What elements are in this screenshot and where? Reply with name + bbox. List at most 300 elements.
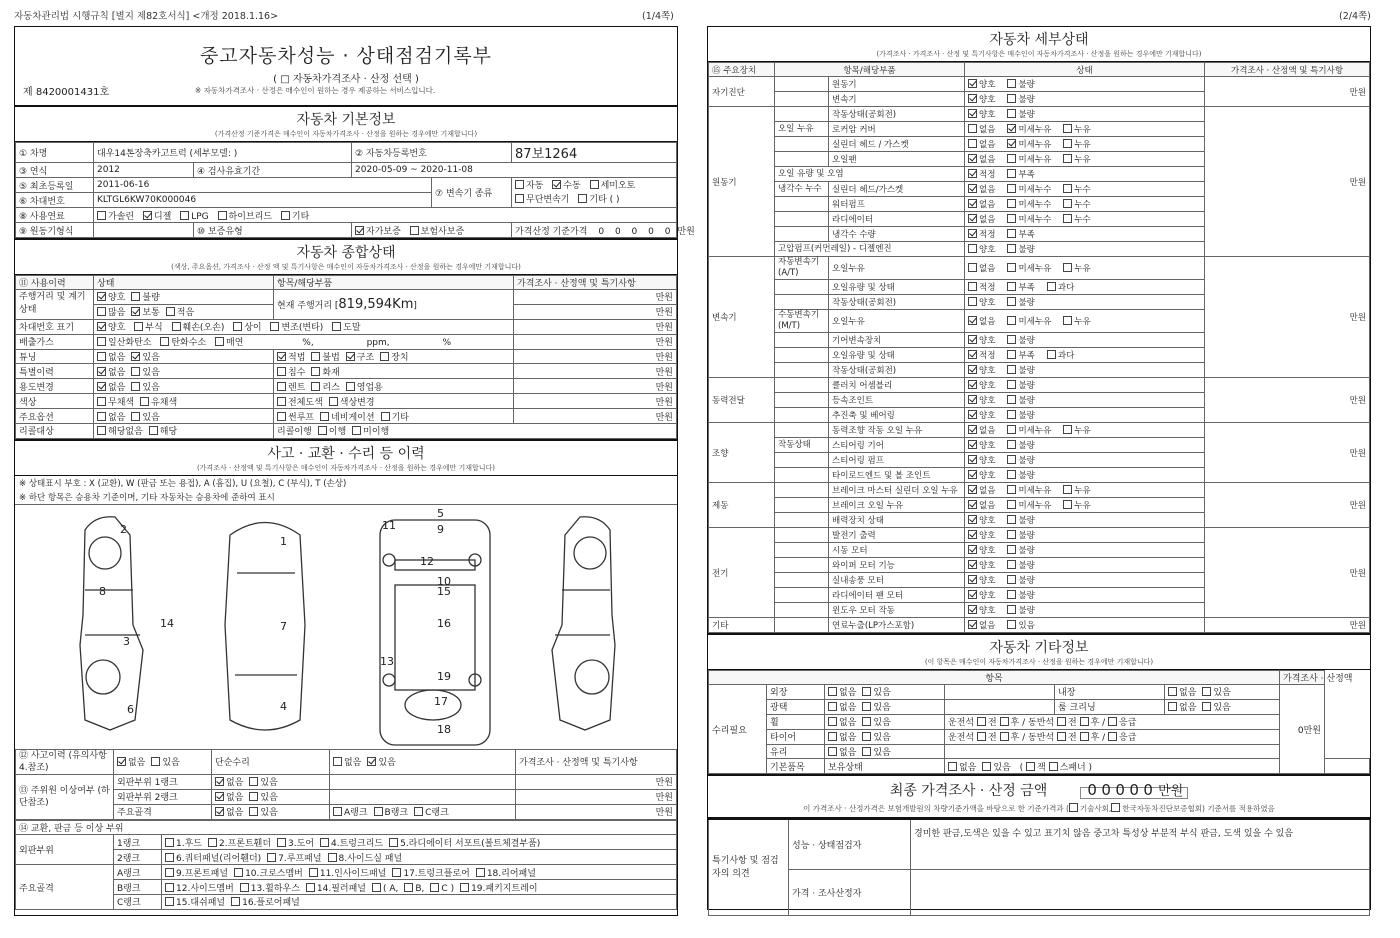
state-checkbox[interactable]	[968, 380, 977, 389]
state-checkbox[interactable]	[968, 560, 977, 569]
emission-smoke-checkbox[interactable]	[215, 337, 224, 346]
state-checkbox[interactable]	[1007, 124, 1016, 133]
detail-subgroup	[775, 348, 829, 363]
detail-subgroup	[775, 603, 829, 618]
state-checkbox[interactable]	[968, 169, 977, 178]
diagram-number: 5	[437, 506, 444, 520]
fuel-other-checkbox[interactable]	[281, 211, 290, 220]
fuel-diesel-checkbox[interactable]	[143, 211, 152, 220]
state-checkbox[interactable]	[1007, 263, 1016, 272]
detail-part: 윈도우 모터 작동	[829, 603, 965, 618]
glass-opts	[825, 744, 945, 759]
part-checkbox[interactable]	[231, 897, 240, 906]
gloss-yes-checkbox[interactable]	[862, 702, 871, 711]
state-label: 양호	[979, 396, 996, 406]
usage-business-checkbox[interactable]	[346, 382, 355, 391]
special-label: 특별이력	[16, 364, 94, 379]
gloss-none-checkbox[interactable]	[828, 702, 837, 711]
state-checkbox[interactable]	[1007, 590, 1016, 599]
state-checkbox[interactable]	[1007, 560, 1016, 569]
other-col-item: 항목	[709, 671, 1280, 685]
opt-label: 있음	[873, 703, 891, 714]
part-checkbox[interactable]	[430, 883, 439, 892]
state-checkbox[interactable]	[968, 530, 977, 539]
main-none-checkbox[interactable]	[215, 807, 224, 816]
detail-part: 기어변속장치	[829, 333, 965, 348]
state-label: 없음	[979, 155, 996, 165]
association-checkbox[interactable]	[1111, 803, 1120, 812]
state-checkbox[interactable]	[968, 605, 977, 614]
tuning-legal-checkbox[interactable]	[277, 352, 286, 361]
state-checkbox[interactable]	[968, 455, 977, 464]
color-full-checkbox[interactable]	[277, 397, 286, 406]
state-option	[1007, 439, 1034, 451]
usage-none-checkbox[interactable]	[97, 382, 106, 391]
state-option	[1007, 228, 1034, 240]
state-checkbox[interactable]	[968, 500, 977, 509]
part-checkbox[interactable]	[460, 883, 469, 892]
detail-part: 스티어링 기어	[829, 438, 965, 453]
state-checkbox[interactable]	[1007, 620, 1016, 629]
option-opts	[94, 409, 274, 424]
state-label: 적정	[979, 170, 996, 180]
wheel-none-checkbox[interactable]	[828, 717, 837, 726]
driver-rear-checkbox[interactable]	[1000, 732, 1009, 741]
rank2-items	[162, 850, 677, 865]
state-checkbox[interactable]	[968, 440, 977, 449]
detail-price: 만원	[1205, 107, 1370, 257]
page-number-2: (2/4쪽)	[1339, 11, 1371, 22]
glass-yes-checkbox[interactable]	[862, 747, 871, 756]
state-option	[968, 198, 995, 210]
state-option	[1007, 334, 1034, 346]
state-label: 누수	[1074, 200, 1091, 210]
state-checkbox[interactable]	[968, 184, 977, 193]
state-checkbox[interactable]	[1063, 139, 1072, 148]
driver-front-checkbox[interactable]	[977, 732, 986, 741]
emerg-checkbox[interactable]	[1108, 732, 1117, 741]
opt-label: 유채색	[151, 397, 178, 408]
state-checkbox[interactable]	[968, 94, 977, 103]
state-checkbox[interactable]	[1007, 316, 1016, 325]
color-chromatic-checkbox[interactable]	[140, 397, 149, 406]
wheel-yes-checkbox[interactable]	[862, 717, 871, 726]
part-label: 3.도어	[288, 838, 315, 849]
part-checkbox[interactable]	[208, 838, 217, 847]
state-option	[968, 213, 995, 225]
tuning-none-checkbox[interactable]	[97, 352, 106, 361]
state-checkbox[interactable]	[1007, 380, 1016, 389]
state-checkbox[interactable]	[1007, 440, 1016, 449]
tire-yes-checkbox[interactable]	[862, 732, 871, 741]
option-none-checkbox[interactable]	[97, 412, 106, 421]
jack-checkbox[interactable]	[1026, 762, 1035, 771]
state-checkbox[interactable]	[1007, 282, 1016, 291]
state-checkbox[interactable]	[1007, 455, 1016, 464]
state-option	[1007, 153, 1051, 165]
recall-done-checkbox[interactable]	[318, 426, 327, 435]
opt-label: 있음	[378, 758, 396, 769]
unit: 만원	[516, 774, 677, 789]
option-other-checkbox[interactable]	[381, 412, 390, 421]
recall-yes-checkbox[interactable]	[149, 426, 158, 435]
tuning-yes-checkbox[interactable]	[131, 352, 140, 361]
special-yes-checkbox[interactable]	[131, 367, 140, 376]
usage-yes-checkbox[interactable]	[131, 382, 140, 391]
special-none-checkbox[interactable]	[97, 367, 106, 376]
state-checkbox[interactable]	[968, 425, 977, 434]
int-yes-checkbox[interactable]	[1202, 687, 1211, 696]
unit: 만원	[514, 409, 677, 424]
state-checkbox[interactable]	[1007, 297, 1016, 306]
accident-yes-checkbox[interactable]	[151, 757, 160, 766]
state-checkbox[interactable]	[968, 470, 977, 479]
pass-rear-checkbox[interactable]	[1080, 717, 1089, 726]
final-price-digits	[1080, 781, 1188, 800]
other-note: (이 항목은 매수인이 자동차가격조사 · 산정을 원하는 경우에만 기재합니다)	[924, 658, 1154, 666]
mileage-good-checkbox[interactable]	[97, 292, 106, 301]
option-sunroof-checkbox[interactable]	[277, 412, 286, 421]
emission-opt-label: 매연	[226, 338, 244, 349]
warranty-self-checkbox[interactable]	[355, 226, 364, 235]
state-checkbox[interactable]	[1047, 282, 1056, 291]
state-checkbox[interactable]	[1007, 530, 1016, 539]
glass-none-checkbox[interactable]	[828, 747, 837, 756]
room-none-checkbox[interactable]	[1168, 702, 1177, 711]
accident-title: 사고 · 교환 · 수리 등 이력	[267, 445, 425, 462]
hold-yes-checkbox[interactable]	[982, 762, 991, 771]
trans-manual-checkbox[interactable]	[552, 180, 561, 189]
mileage-normal-checkbox[interactable]	[131, 307, 140, 316]
opt-label: 없음	[839, 733, 857, 744]
part-label: 14.필러패널	[316, 883, 366, 894]
mileage-low-label: 적음	[176, 308, 195, 319]
part-label: 19.패키지트레이	[471, 883, 538, 894]
state-checkbox[interactable]	[968, 263, 977, 272]
part-checkbox[interactable]	[165, 853, 174, 862]
state-checkbox[interactable]	[1007, 169, 1016, 178]
trans-auto-checkbox[interactable]	[515, 180, 524, 189]
detail-subgroup: 오일 유량 및 오염	[775, 167, 965, 182]
option-navi-checkbox[interactable]	[320, 412, 329, 421]
state-checkbox[interactable]	[1007, 545, 1016, 554]
state-checkbox[interactable]	[1007, 229, 1016, 238]
part-checkbox[interactable]	[404, 883, 413, 892]
diagram-number: 8	[99, 584, 106, 598]
pass-front-checkbox[interactable]	[1057, 732, 1066, 741]
state-checkbox[interactable]	[1007, 79, 1016, 88]
tuning-structure-checkbox[interactable]	[346, 352, 355, 361]
detail-state	[965, 408, 1205, 423]
state-checkbox[interactable]	[1007, 244, 1016, 253]
trans-other-checkbox[interactable]	[578, 194, 587, 203]
color-achromatic-checkbox[interactable]	[97, 397, 106, 406]
vin-damage-checkbox[interactable]	[172, 322, 181, 331]
state-option	[1007, 544, 1034, 556]
hold-label: 보유상태	[825, 759, 945, 774]
vin-good-checkbox[interactable]	[97, 322, 106, 331]
option-label: 주요옵션	[16, 409, 94, 424]
outer1-yes-checkbox[interactable]	[249, 777, 258, 786]
main-yes-checkbox[interactable]	[249, 807, 258, 816]
engineer-checkbox[interactable]	[1069, 803, 1078, 812]
driver-rear-checkbox[interactable]	[1000, 717, 1009, 726]
vin-corrosion-checkbox[interactable]	[134, 322, 143, 331]
state-option	[1063, 424, 1090, 436]
vin-altered-checkbox[interactable]	[270, 322, 279, 331]
state-label: 양호	[979, 516, 996, 526]
state-checkbox[interactable]	[968, 410, 977, 419]
rank-a-checkbox[interactable]	[333, 807, 342, 816]
state-checkbox[interactable]	[968, 109, 977, 118]
room-yes-checkbox[interactable]	[1202, 702, 1211, 711]
diagram-number: 12	[420, 554, 434, 568]
pass-front-checkbox[interactable]	[1057, 717, 1066, 726]
overall-col-history: ⑪ 사용이력	[16, 276, 94, 290]
part-checkbox[interactable]	[328, 853, 337, 862]
state-checkbox[interactable]	[968, 515, 977, 524]
detail-part: 동력조향 작동 오일 누유	[829, 423, 965, 438]
state-label: 불량	[1018, 546, 1035, 556]
state-checkbox[interactable]	[968, 590, 977, 599]
state-checkbox[interactable]	[1063, 263, 1072, 272]
mileage-bad-checkbox[interactable]	[131, 292, 140, 301]
state-label: 미세누유	[1018, 317, 1052, 327]
warranty-insurer-checkbox[interactable]	[410, 226, 419, 235]
state-checkbox[interactable]	[1063, 124, 1072, 133]
part-checkbox[interactable]	[267, 853, 276, 862]
state-checkbox[interactable]	[1007, 500, 1016, 509]
detail-part: 냉각수 수량	[829, 227, 965, 242]
mileage-high-checkbox[interactable]	[97, 307, 106, 316]
part-checkbox[interactable]	[165, 897, 174, 906]
year-label: ③ 연식	[16, 163, 94, 178]
state-option	[968, 619, 995, 631]
state-option	[968, 439, 995, 451]
part-checkbox[interactable]	[234, 868, 243, 877]
rank-c-checkbox[interactable]	[414, 807, 423, 816]
state-option	[968, 108, 995, 120]
part-checkbox[interactable]	[389, 838, 398, 847]
state-checkbox[interactable]	[1007, 425, 1016, 434]
state-checkbox[interactable]	[968, 199, 977, 208]
part-checkbox[interactable]	[165, 868, 174, 877]
trans-semi-checkbox[interactable]	[590, 180, 599, 189]
part-label: 17.트렁크플로어	[403, 868, 470, 879]
state-checkbox[interactable]	[1063, 316, 1072, 325]
state-checkbox[interactable]	[968, 316, 977, 325]
state-checkbox[interactable]	[1007, 94, 1016, 103]
state-checkbox[interactable]	[968, 244, 977, 253]
state-checkbox[interactable]	[1007, 154, 1016, 163]
state-label: 불량	[1018, 95, 1035, 105]
state-checkbox[interactable]	[1007, 350, 1016, 359]
part-checkbox[interactable]	[320, 838, 329, 847]
base-unit: 만원	[677, 226, 695, 237]
warranty-options	[352, 223, 512, 238]
int-none-checkbox[interactable]	[1168, 687, 1177, 696]
state-checkbox[interactable]	[1007, 515, 1016, 524]
detail-state	[965, 212, 1205, 227]
part-checkbox[interactable]	[165, 883, 174, 892]
opt-label: 미이행	[363, 427, 390, 438]
state-checkbox[interactable]	[1063, 184, 1072, 193]
detail-title: 자동차 세부상태	[989, 32, 1089, 48]
state-checkbox[interactable]	[968, 214, 977, 223]
ext-none-checkbox[interactable]	[828, 687, 837, 696]
state-checkbox[interactable]	[1007, 109, 1016, 118]
state-checkbox[interactable]	[1007, 139, 1016, 148]
state-checkbox[interactable]	[968, 350, 977, 359]
detail-state	[965, 603, 1205, 618]
wheel-position: 운전석 전 후 / 동반석 전 후 / 응급	[945, 714, 1280, 729]
state-checkbox[interactable]	[968, 395, 977, 404]
diagram-number: 15	[437, 584, 451, 598]
state-checkbox[interactable]	[968, 485, 977, 494]
state-checkbox[interactable]	[1063, 425, 1072, 434]
state-label: 불량	[1018, 411, 1035, 421]
accident-none-checkbox[interactable]	[117, 757, 126, 766]
color-change-checkbox[interactable]	[329, 397, 338, 406]
state-checkbox[interactable]	[1063, 154, 1072, 163]
detail-subgroup: 고압펌프(커먼레일) - 디젤엔진	[775, 242, 965, 257]
mileage-low-checkbox[interactable]	[166, 307, 175, 316]
base-digit: 0	[598, 226, 605, 237]
state-checkbox[interactable]	[968, 154, 977, 163]
part-label: 2.프론트휀더	[218, 838, 272, 849]
mileage-value: 819,594Km	[338, 296, 414, 312]
state-option	[1007, 364, 1034, 376]
detail-state	[965, 528, 1205, 543]
emerg-label: 응급	[1119, 733, 1137, 744]
int-label: 내장	[1055, 685, 1165, 700]
state-label: 양호	[979, 441, 996, 451]
outer2-yes-checkbox[interactable]	[249, 792, 258, 801]
option-yes-checkbox[interactable]	[131, 412, 140, 421]
spanner-checkbox[interactable]	[1049, 762, 1058, 771]
state-checkbox[interactable]	[968, 229, 977, 238]
state-checkbox[interactable]	[1007, 410, 1016, 419]
state-checkbox[interactable]	[968, 124, 977, 133]
part-checkbox[interactable]	[476, 868, 485, 877]
state-checkbox[interactable]	[1007, 605, 1016, 614]
state-option	[1007, 529, 1034, 541]
detail-part: 실린더 헤드/가스켓	[829, 182, 965, 197]
state-checkbox[interactable]	[1047, 350, 1056, 359]
simple-yes-checkbox[interactable]	[367, 757, 376, 766]
tuning-illegal-checkbox[interactable]	[311, 352, 320, 361]
detail-subgroup	[775, 453, 829, 468]
detail-row	[709, 77, 1370, 92]
state-checkbox[interactable]	[1007, 199, 1016, 208]
front-label: 전	[1067, 733, 1077, 744]
trans-cvt-checkbox[interactable]	[515, 194, 524, 203]
state-checkbox[interactable]	[968, 297, 977, 306]
state-label: 과다	[1057, 283, 1075, 293]
fuel-hybrid-checkbox[interactable]	[218, 211, 227, 220]
state-checkbox[interactable]	[968, 79, 977, 88]
hold-none-checkbox[interactable]	[948, 762, 957, 771]
simple-none-checkbox[interactable]	[333, 757, 342, 766]
special-fire-checkbox[interactable]	[311, 367, 320, 376]
diagram-number: 6	[127, 702, 134, 716]
basic-items-label: 기본품목	[767, 759, 825, 774]
recall-na-checkbox[interactable]	[97, 426, 106, 435]
fuel-lpg-checkbox[interactable]	[180, 211, 189, 220]
state-checkbox[interactable]	[968, 620, 977, 629]
state-checkbox[interactable]	[1007, 395, 1016, 404]
ext-yes-checkbox[interactable]	[862, 687, 871, 696]
state-checkbox[interactable]	[968, 282, 977, 291]
part-checkbox[interactable]	[372, 883, 381, 892]
detail-subgroup	[775, 528, 829, 543]
part-checkbox[interactable]	[306, 883, 315, 892]
detail-state	[965, 363, 1205, 378]
outer1-none-checkbox[interactable]	[215, 777, 224, 786]
driver-front-checkbox[interactable]	[977, 717, 986, 726]
part-checkbox[interactable]	[309, 868, 318, 877]
state-checkbox[interactable]	[1007, 575, 1016, 584]
usage-lease-checkbox[interactable]	[311, 382, 320, 391]
tire-none-checkbox[interactable]	[828, 732, 837, 741]
detail-subgroup	[775, 197, 829, 212]
tuning-device-checkbox[interactable]	[380, 352, 389, 361]
accident-history-label: ⑫ 사고이력 (유의사항 4.참조)	[16, 749, 114, 774]
state-checkbox[interactable]	[1007, 485, 1016, 494]
state-checkbox[interactable]	[1063, 500, 1072, 509]
state-checkbox[interactable]	[1007, 365, 1016, 374]
state-checkbox[interactable]	[968, 139, 977, 148]
special-flood-checkbox[interactable]	[277, 367, 286, 376]
state-checkbox[interactable]	[1007, 184, 1016, 193]
emerg-checkbox[interactable]	[1108, 717, 1117, 726]
state-label: 없음	[979, 200, 996, 210]
recall-notdone-checkbox[interactable]	[352, 426, 361, 435]
state-checkbox[interactable]	[968, 365, 977, 374]
state-checkbox[interactable]	[968, 545, 977, 554]
vin-mismatch-checkbox[interactable]	[233, 322, 242, 331]
pass-rear-checkbox[interactable]	[1080, 732, 1089, 741]
state-checkbox[interactable]	[1063, 199, 1072, 208]
unit: 만원	[516, 789, 677, 804]
vin-painted-checkbox[interactable]	[332, 322, 341, 331]
state-option	[968, 364, 995, 376]
detail-part: 실내송풍 모터	[829, 573, 965, 588]
part-checkbox[interactable]	[240, 883, 249, 892]
usage-rent-checkbox[interactable]	[277, 382, 286, 391]
state-checkbox[interactable]	[1063, 214, 1072, 223]
fuel-gasoline-checkbox[interactable]	[97, 211, 106, 220]
state-label: 누유	[1074, 125, 1091, 135]
state-checkbox[interactable]	[1063, 485, 1072, 494]
detail-subgroup	[775, 423, 829, 438]
outer2-none-checkbox[interactable]	[215, 792, 224, 801]
emission-hc-checkbox[interactable]	[160, 337, 169, 346]
state-checkbox[interactable]	[1007, 335, 1016, 344]
state-checkbox[interactable]	[968, 575, 977, 584]
rank-b-checkbox[interactable]	[374, 807, 383, 816]
part-checkbox[interactable]	[392, 868, 401, 877]
detail-subgroup	[775, 77, 829, 92]
part-checkbox[interactable]	[165, 838, 174, 847]
state-checkbox[interactable]	[968, 335, 977, 344]
state-label: 양호	[979, 80, 996, 90]
state-checkbox[interactable]	[1007, 470, 1016, 479]
state-checkbox[interactable]	[1007, 214, 1016, 223]
emission-co-checkbox[interactable]	[97, 337, 106, 346]
detail-part: 라디에이터	[829, 212, 965, 227]
part-checkbox[interactable]	[277, 838, 286, 847]
